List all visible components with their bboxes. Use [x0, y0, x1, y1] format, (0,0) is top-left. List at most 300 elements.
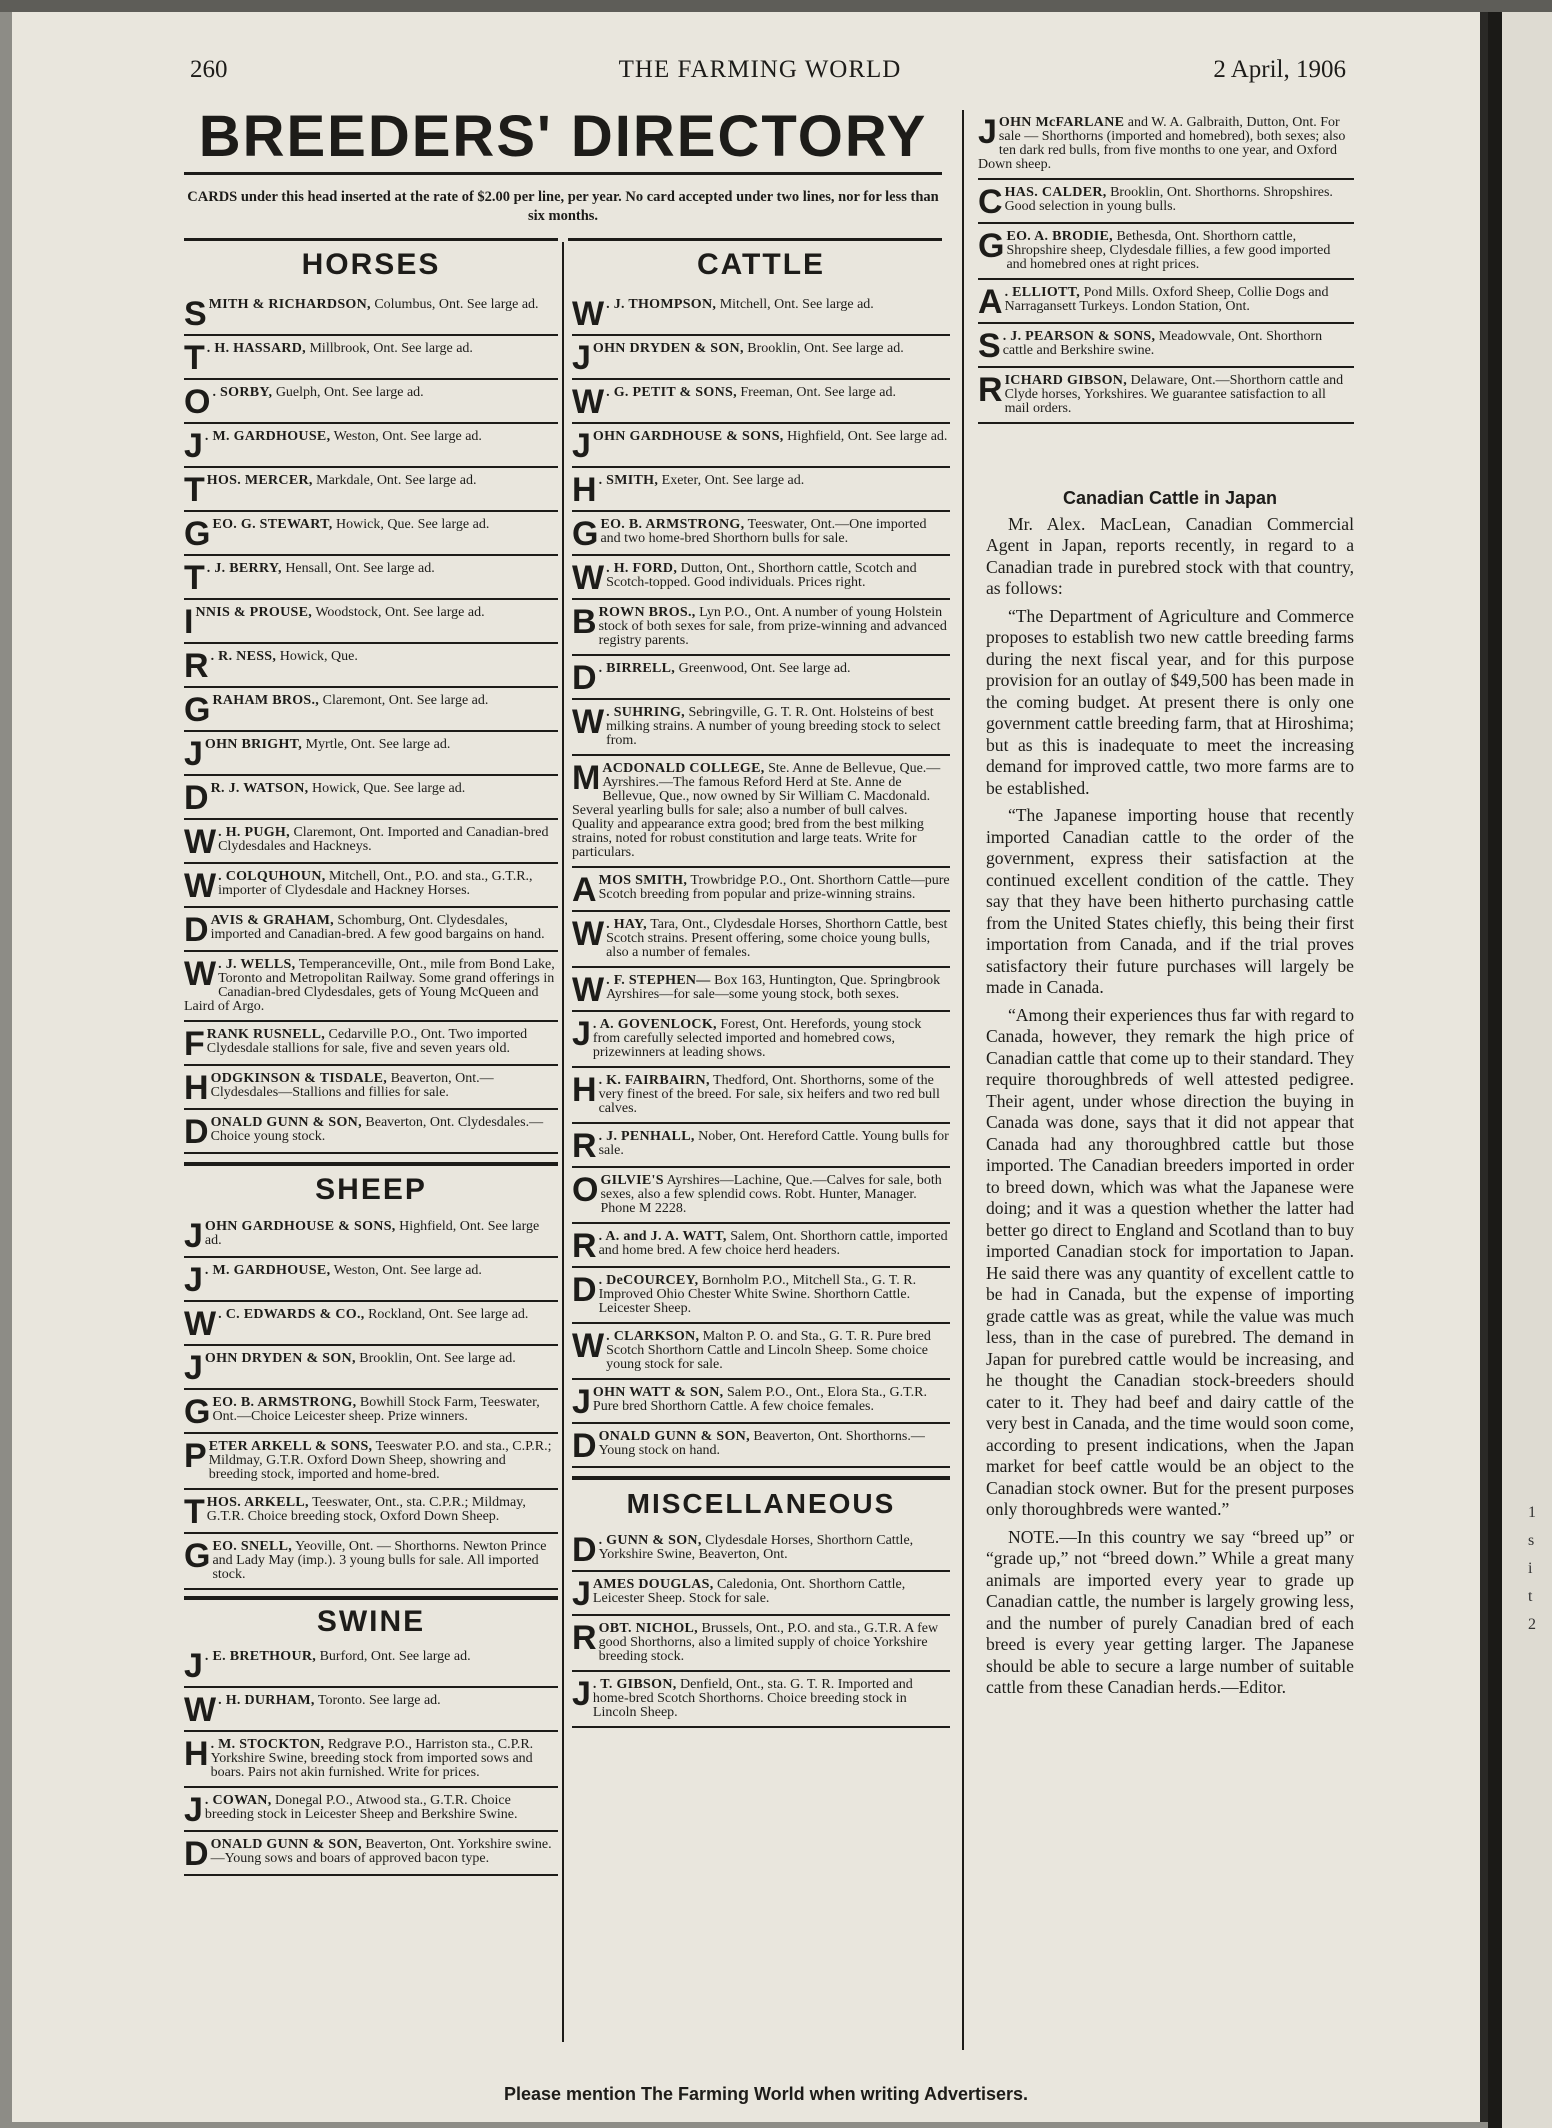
- section-heading-miscellaneous: MISCELLANEOUS: [626, 1488, 896, 1519]
- entry-initial: D: [184, 911, 209, 949]
- entry-description: Woodstock, Ont. See large ad.: [315, 605, 485, 620]
- entry-initial: W: [572, 915, 605, 953]
- directory-entry: [184, 864, 558, 908]
- entry-initial: G: [184, 515, 211, 553]
- entry-initial: D: [184, 1835, 209, 1873]
- article-paragraph: “The Department of Agriculture and Commerce proposes to establish two new cattle breeding farms during the next fiscal year, and for this purpose provision for an outlay of $49,500 has been made in the coming budget. At present there is only one government cattle breeding farm, that at Hiroshima; but as this is inadequate to meet the increasing demand for improved cattle, two more farms are to be established.: [986, 605, 1354, 798]
- entry-description: Myrtle, Ont. See large ad.: [305, 737, 451, 752]
- entry-initial: R: [184, 647, 209, 685]
- breeder-name: . DeCOURCEY,: [598, 1273, 699, 1288]
- section-heading-sheep: SHEEP: [315, 1173, 427, 1206]
- directory-entry: [184, 1110, 558, 1154]
- entry-initial: D: [572, 1271, 597, 1309]
- directory-entry: [184, 1066, 558, 1110]
- entry-initial: D: [572, 1531, 597, 1569]
- directory-entry: [184, 908, 558, 952]
- breeder-name: . M. GARDHOUSE,: [204, 429, 331, 444]
- article-paragraph: Mr. Alex. MacLean, Canadian Commercial Agent in Japan, reports recently, in regard to a Canadian trade in purebred stock with that country, as follows:: [986, 513, 1354, 598]
- entry-description: Brussels, Ont., P.O. and sta., G.T.R. A few good Shorthorns, also a limited supply of choice Yorkshire breeding stock.: [598, 1621, 939, 1664]
- directory-entry: [184, 1390, 558, 1434]
- directory-entry: [184, 1644, 558, 1688]
- directory-entry: [184, 952, 558, 1022]
- breeder-name: OHN DRYDEN & SON,: [204, 1351, 356, 1366]
- directory-entry: [978, 324, 1354, 368]
- breeder-name: . J. BERRY,: [206, 561, 282, 576]
- directory-entry: [572, 1012, 950, 1068]
- entry-initial: W: [572, 1327, 605, 1365]
- entry-initial: W: [184, 955, 217, 993]
- next-page-fragment: i: [1528, 1560, 1533, 1577]
- directory-entry: [184, 732, 558, 776]
- entry-initial: F: [184, 1025, 205, 1063]
- directory-title-box: [184, 102, 942, 175]
- directory-entry: [572, 756, 950, 868]
- breeder-name: . E. BRETHOUR,: [204, 1649, 317, 1664]
- entry-initial: W: [572, 971, 605, 1009]
- entry-initial: R: [572, 1619, 597, 1657]
- entry-initial: T: [184, 559, 205, 597]
- directory-entry: [572, 600, 950, 656]
- entry-initial: J: [572, 1575, 591, 1613]
- directory-entry: [572, 656, 950, 700]
- entry-description: Claremont, Ont. See large ad.: [322, 693, 489, 708]
- entry-description: Meadowvale, Ont. Shorthorn cattle and Berkshire swine.: [1002, 329, 1323, 358]
- directory-rate-note: CARDS under this head inserted at the rate of $2.00 per line, per year. No card accepted under two lines, nor for less than six months.: [187, 189, 939, 224]
- breeder-name: EO. SNELL,: [212, 1539, 293, 1554]
- entry-initial: J: [572, 1015, 591, 1053]
- entry-initial: G: [184, 1537, 211, 1575]
- entry-description: Schomburg, Ont. Clydesdales, imported and Canadian-bred. A few good bargains on hand.: [210, 913, 545, 942]
- entry-initial: H: [572, 471, 597, 509]
- entry-description: Trowbridge P.O., Ont. Shorthorn Cattle—pure Scotch breeding from popular and prize-winning strains.: [598, 873, 950, 902]
- entry-description: Mitchell, Ont. See large ad.: [719, 297, 874, 312]
- breeder-name: NNIS & PROUSE,: [195, 605, 313, 620]
- directory-entry: [184, 556, 558, 600]
- entry-initial: S: [184, 295, 207, 333]
- directory-entry: [572, 1324, 950, 1380]
- directory-entry: [572, 1124, 950, 1168]
- entry-initial: C: [978, 183, 1003, 221]
- entry-description: Cedarville P.O., Ont. Two imported Clydesdale stallions for sale, five and seven years old.: [206, 1027, 528, 1056]
- entry-description: Toronto. See large ad.: [317, 1693, 441, 1708]
- entry-initial: W: [572, 559, 605, 597]
- entry-description: Pond Mills. Oxford Sheep, Collie Dogs and Narragansett Turkeys. London Station, Ont.: [1004, 285, 1329, 314]
- directory-entry: [184, 1688, 558, 1732]
- entry-description: Salem P.O., Ont., Elora Sta., G.T.R. Pure bred Shorthorn Cattle. A few choice females.: [592, 1385, 927, 1414]
- entry-description: Ste. Anne de Bellevue, Que.—Ayrshires.—The famous Reford Herd at Ste. Anne de Bellevue, Que., now owned by Sir William C. Macdonald. Several yearling bulls for sale; also a number of bull calves. Quality and appearance extra good; bred from the best milking strains, noted for robust constitution and large teats. Write for particulars.: [572, 761, 941, 860]
- directory-entry: [978, 110, 1354, 180]
- entry-description: Salem, Ont. Shorthorn cattle, imported and home bred. A few choice herd headers.: [598, 1229, 948, 1258]
- breeder-name: . SUHRING,: [606, 705, 685, 720]
- directory-entry: [184, 380, 558, 424]
- next-page-fragment: 1: [1528, 1504, 1536, 1521]
- entry-description: Weston, Ont. See large ad.: [333, 429, 482, 444]
- directory-entry: [184, 1022, 558, 1066]
- breeder-name: HOS. MERCER,: [206, 473, 313, 488]
- entry-initial: A: [572, 871, 597, 909]
- cattle-list: [572, 292, 950, 1468]
- entry-initial: R: [978, 371, 1003, 409]
- section-heading-swine: SWINE: [316, 1605, 426, 1638]
- breeder-name: RAHAM BROS.,: [212, 693, 320, 708]
- entry-description: Beaverton, Ont. Shorthorns.—Young stock on hand.: [598, 1429, 925, 1458]
- horses-list: [184, 292, 558, 1154]
- entry-description: Forest, Ont. Herefords, young stock from carefully selected imported and homebred cows, prizewinners at leading shows.: [592, 1017, 922, 1060]
- entry-description: Temperanceville, Ont., mile from Bond Lake, Toronto and Metropolitan Railway. Some grand offerings in Canadian-bred Clydesdales, gets of Young McQueen and Laird of Argo.: [184, 957, 555, 1014]
- entry-description: Teeswater P.O. and sta., C.P.R.; Mildmay, G.T.R. Oxford Down Sheep, showring and breeding stock, imported and home-bred.: [208, 1439, 552, 1482]
- directory-entry: [572, 512, 950, 556]
- breeder-name: HAS. CALDER,: [1004, 185, 1107, 200]
- breeder-name: MITH & RICHARDSON,: [208, 297, 371, 312]
- breeder-name: . J. PEARSON & SONS,: [1002, 329, 1156, 344]
- directory-entry: [572, 1224, 950, 1268]
- breeder-name: . CLARKSON,: [606, 1329, 700, 1344]
- entry-initial: J: [572, 339, 591, 377]
- next-page-fragment: t: [1528, 1588, 1533, 1605]
- breeder-name: . H. HASSARD,: [206, 341, 306, 356]
- entry-initial: G: [184, 691, 211, 729]
- entry-description: Brooklin, Ont. Shorthorns. Shropshires. Good selection in young bulls.: [1004, 185, 1333, 214]
- breeder-name: OHN GARDHOUSE & SONS,: [204, 1219, 396, 1234]
- entry-initial: J: [184, 1791, 203, 1829]
- directory-entry: [184, 820, 558, 864]
- breeder-name: . K. FAIRBAIRN,: [598, 1073, 710, 1088]
- entry-initial: J: [184, 1261, 203, 1299]
- directory-entry: [184, 1534, 558, 1590]
- directory-entry: [978, 224, 1354, 280]
- directory-entry: [572, 468, 950, 512]
- breeder-name: . M. STOCKTON,: [210, 1737, 325, 1752]
- entry-description: Markdale, Ont. See large ad.: [316, 473, 477, 488]
- breeder-name: EO. B. ARMSTRONG,: [600, 517, 745, 532]
- breeder-name: . BIRRELL,: [598, 661, 676, 676]
- entry-initial: D: [572, 1427, 597, 1465]
- breeder-name: . G. PETIT & SONS,: [606, 385, 737, 400]
- entry-description: Howick, Que. See large ad.: [311, 781, 466, 796]
- directory-entry: [572, 868, 950, 912]
- directory-entry: [572, 556, 950, 600]
- entry-description: Dutton, Ont., Shorthorn cattle, Scotch and Scotch-topped. Good individuals. Prices right.: [606, 561, 917, 590]
- running-header: [174, 56, 1346, 90]
- entry-description: Claremont, Ont. Imported and Canadian-bred Clydesdales and Hackneys.: [218, 825, 549, 854]
- directory-entry: [184, 1788, 558, 1832]
- breeder-name: GILVIE'S: [600, 1173, 664, 1188]
- entry-initial: H: [184, 1069, 209, 1107]
- breeder-name: . A. GOVENLOCK,: [592, 1017, 717, 1032]
- breeder-name: EO. A. BRODIE,: [1006, 229, 1113, 244]
- directory-entry: [572, 1424, 950, 1468]
- breeder-name: ODGKINSON & TISDALE,: [210, 1071, 388, 1086]
- left-column: [184, 248, 558, 1876]
- entry-description: Weston, Ont. See large ad.: [333, 1263, 482, 1278]
- entry-initial: J: [184, 735, 203, 773]
- entry-initial: W: [572, 295, 605, 333]
- breeder-name: . F. STEPHEN—: [606, 973, 711, 988]
- entry-description: Nober, Ont. Hereford Cattle. Young bulls for sale.: [598, 1129, 949, 1158]
- entry-initial: G: [978, 227, 1005, 265]
- directory-entry: [184, 1732, 558, 1788]
- directory-entry: [184, 1832, 558, 1876]
- breeder-name: . H. PUGH,: [218, 825, 290, 840]
- breeder-name: ETER ARKELL & SONS,: [208, 1439, 373, 1454]
- next-page-fragment: 2: [1528, 1616, 1536, 1633]
- entry-initial: R: [572, 1127, 597, 1165]
- entry-description: Teeswater, Ont., sta. C.P.R.; Mildmay, G.T.R. Choice breeding stock, Oxford Down Sheep.: [206, 1495, 526, 1524]
- directory-entry: [184, 1258, 558, 1302]
- section-heading-horses: HORSES: [301, 248, 441, 281]
- breeder-name: . SORBY,: [212, 385, 273, 400]
- entry-initial: D: [184, 779, 209, 817]
- entry-initial: W: [184, 823, 217, 861]
- entry-initial: O: [184, 383, 211, 421]
- issue-date: 2 April, 1906: [1213, 56, 1346, 83]
- directory-entry: [978, 180, 1354, 224]
- directory-entry: [572, 336, 950, 380]
- directory-entry: [184, 644, 558, 688]
- entry-description: Redgrave P.O., Harriston sta., C.P.R. Yorkshire Swine, breeding stock from imported sows and boars. Pairs not akin furnished. Write for prices.: [210, 1737, 534, 1780]
- middle-column: [572, 248, 950, 1728]
- directory-entry: [184, 1346, 558, 1390]
- entry-description: Sebringville, G. T. R. Ont. Holsteins of best milking strains. A number of young breeding stock to select from.: [606, 705, 941, 748]
- entry-description: Bornholm P.O., Mitchell Sta., G. T. R. Improved Ohio Chester White Swine. Shorthorn Cattle. Leicester Sheep.: [598, 1273, 917, 1316]
- breeder-name: OHN WATT & SON,: [592, 1385, 724, 1400]
- breeder-name: . GUNN & SON,: [598, 1533, 702, 1548]
- entry-description: Rockland, Ont. See large ad.: [368, 1307, 529, 1322]
- entry-initial: J: [184, 1349, 203, 1387]
- breeder-name: EO. B. ARMSTRONG,: [212, 1395, 357, 1410]
- breeder-name: OBT. NICHOL,: [598, 1621, 698, 1636]
- directory-entry: [572, 424, 950, 468]
- entry-description: Caledonia, Ont. Shorthorn Cattle, Leicester Sheep. Stock for sale.: [592, 1577, 906, 1606]
- misc-list: [572, 1528, 950, 1728]
- directory-entry: [184, 1490, 558, 1534]
- breeder-name: MOS SMITH,: [598, 873, 688, 888]
- entry-initial: W: [184, 867, 217, 905]
- breeder-name: OHN McFARLANE: [998, 115, 1125, 130]
- directory-entry: [184, 1302, 558, 1346]
- sheep-list: [184, 1214, 558, 1590]
- entry-description: Highfield, Ont. See large ad.: [787, 429, 948, 444]
- entry-initial: O: [572, 1171, 599, 1209]
- entry-description: Lyn P.O., Ont. A number of young Holstein stock of both sexes for sale, from prize-winning and advanced registry parents.: [598, 605, 947, 648]
- breeder-name: R. J. WATSON,: [210, 781, 309, 796]
- directory-entry: [572, 912, 950, 968]
- article-paragraph: “Among their experiences thus far with regard to Canada, however, they remark the high price of Canadian cattle that come up to their standard. They require thoroughbreds of well attested pedigree. Their agent, under whose direction the buying in Canada was done, says that it did not appear that Canada had any thoroughbred cattle but those imported. The Canadian breeders imported in order to breed down, which was what the Japanese were doing; and it was a question whether the latter had better go direct to England and Scotland than to buy imported Canadian stock for importation to Japan. He said there was any quantity of excellent cattle to be had in Canada, but the expense of importing grade cattle was as great, while the value was much less, than in the case of purebred. The demand in Japan for purebred cattle would be increasing, and he thought the Canadian stock-breeders should cater to it. They had beef and dairy cattle of the very best in Canada, and the time would soon come, according to present indications, when the Japan market for beef cattle would be an object to the Canadian stock owner. But for the present purposes only thoroughbreds were wanted.”: [986, 1004, 1354, 1519]
- column-divider: [562, 242, 564, 2042]
- breeder-name: OHN GARDHOUSE & SONS,: [592, 429, 784, 444]
- breeder-name: . HAY,: [606, 917, 647, 932]
- entry-initial: G: [184, 1393, 211, 1431]
- breeder-name: . T. GIBSON,: [592, 1677, 677, 1692]
- page-number: 260: [190, 56, 228, 83]
- article-paragraph: “The Japanese importing house that recently imported Canadian cattle to the order of the government, express their satisfaction at the continued excellent condition of the cattle. They say that they have been hitherto purchasing cattle from the United States chiefly, this being their first importation from Canada, and if the trial proves satisfactory their future purchases will largely be made in Canada.: [986, 805, 1354, 997]
- breeder-name: . COWAN,: [204, 1793, 272, 1808]
- entry-initial: W: [184, 1691, 217, 1729]
- entry-description: Beaverton, Ont. Yorkshire swine.—Young sows and boars of approved bacon type.: [210, 1837, 552, 1866]
- directory-title: BREEDERS' DIRECTORY: [198, 104, 928, 169]
- directory-entry: [572, 1616, 950, 1672]
- breeder-name: ONALD GUNN & SON,: [210, 1837, 362, 1852]
- section-heading-cattle: CATTLE: [696, 248, 826, 281]
- entry-description: Brooklin, Ont. See large ad.: [359, 1351, 516, 1366]
- entry-description: Donegal P.O., Atwood sta., G.T.R. Choice breeding stock in Leicester Sheep and Berkshire Swine.: [204, 1793, 518, 1822]
- breeder-name: ICHARD GIBSON,: [1004, 373, 1128, 388]
- directory-entry: [184, 1434, 558, 1490]
- breeder-name: . J. THOMPSON,: [606, 297, 717, 312]
- entry-initial: R: [572, 1227, 597, 1265]
- directory-entry: [572, 1672, 950, 1728]
- entry-description: Burford, Ont. See large ad.: [319, 1649, 471, 1664]
- scan-edge: [0, 0, 1552, 12]
- entry-description: Denfield, Ont., sta. G. T. R. Imported and home-bred Scotch Shorthorns. Choice breeding stock in Lincoln Sheep.: [592, 1677, 913, 1720]
- entry-description: Freeman, Ont. See large ad.: [740, 385, 897, 400]
- entry-description: Beaverton, Ont.—Clydesdales—Stallions and fillies for sale.: [210, 1071, 494, 1100]
- entry-initial: T: [184, 339, 205, 377]
- directory-entry: [184, 688, 558, 732]
- breeder-name: . J. WELLS,: [218, 957, 296, 972]
- entry-description: Bethesda, Ont. Shorthorn cattle, Shropshire sheep, Clydesdale fillies, a few good imported and homebred ones at right prices.: [1006, 229, 1331, 272]
- directory-entry: [572, 1268, 950, 1324]
- directory-entry: [572, 1572, 950, 1616]
- entry-initial: J: [572, 1383, 591, 1421]
- directory-entry: [572, 700, 950, 756]
- entry-initial: T: [184, 1493, 205, 1531]
- entry-initial: W: [572, 383, 605, 421]
- entry-initial: M: [572, 759, 601, 797]
- entry-initial: P: [184, 1437, 207, 1475]
- directory-entry: [572, 292, 950, 336]
- breeder-name: EO. G. STEWART,: [212, 517, 333, 532]
- directory-entry: [572, 380, 950, 424]
- entry-description: Howick, Que. See large ad.: [336, 517, 490, 532]
- entry-description: Brooklin, Ont. See large ad.: [747, 341, 904, 356]
- entry-description: Exeter, Ont. See large ad.: [661, 473, 805, 488]
- article-canadian-cattle-japan: [986, 488, 1354, 1705]
- entry-initial: D: [572, 659, 597, 697]
- breeder-name: OHN BRIGHT,: [204, 737, 303, 752]
- directory-entry: [978, 368, 1354, 424]
- breeder-name: . A. and J. A. WATT,: [598, 1229, 727, 1244]
- footer-notice: Please mention The Farming World when writing Advertisers.: [503, 2084, 1029, 2104]
- breeder-name: ACDONALD COLLEGE,: [602, 761, 765, 776]
- page-gutter-shadow: [1480, 12, 1488, 2122]
- breeder-name: OHN DRYDEN & SON,: [592, 341, 744, 356]
- directory-entry: [184, 424, 558, 468]
- next-page-fragment: s: [1528, 1532, 1535, 1549]
- breeder-name: AMES DOUGLAS,: [592, 1577, 714, 1592]
- entry-initial: D: [184, 1113, 209, 1151]
- entry-description: Columbus, Ont. See large ad.: [374, 297, 539, 312]
- directory-entry: [572, 1168, 950, 1224]
- entry-initial: J: [978, 113, 997, 151]
- directory-entry: [978, 280, 1354, 324]
- entry-description: Millbrook, Ont. See large ad.: [309, 341, 473, 356]
- entry-description: and W. A. Galbraith, Dutton, Ont. For sale — Shorthorns (imported and homebred), both sexes; also ten dark red bulls, from five months to one year, and Oxford Down sheep.: [978, 115, 1346, 172]
- entry-initial: T: [184, 471, 205, 509]
- column-divider: [962, 110, 964, 2050]
- right-column-entries: [978, 110, 1354, 424]
- directory-entry: [184, 336, 558, 380]
- swine-list: [184, 1644, 558, 1876]
- entry-description: Mitchell, Ont., P.O. and sta., G.T.R., importer of Clydesdale and Hackney Horses.: [218, 869, 533, 898]
- article-paragraph: NOTE.—In this country we say “breed up” or “grade up,” not “breed down.” While a great many animals are imported every year to grade up Canadian cattle, the number is largely growing less, and the number of purely Canadian bred of each breed is every year getting larger. The Japanese should be able to secure a large number of suitable cattle from these Canadian herds.—Editor.: [986, 1526, 1354, 1697]
- entry-description: Teeswater, Ont.—One imported and two home-bred Shorthorn bulls for sale.: [600, 517, 927, 546]
- entry-initial: I: [184, 603, 194, 641]
- entry-initial: H: [572, 1071, 597, 1109]
- entry-initial: S: [978, 327, 1001, 365]
- rule: [568, 238, 942, 241]
- entry-initial: J: [572, 427, 591, 465]
- entry-initial: J: [572, 1675, 591, 1713]
- breeder-name: HOS. ARKELL,: [206, 1495, 309, 1510]
- directory-entry: [572, 1380, 950, 1424]
- breeder-name: AVIS & GRAHAM,: [210, 913, 334, 928]
- directory-entry: [184, 776, 558, 820]
- directory-entry: [572, 1528, 950, 1572]
- entry-description: Yeoville, Ont. — Shorthorns. Newton Prince and Lady May (imp.). 3 young bulls for sale. All imported stock.: [212, 1539, 547, 1582]
- next-page-edge: [1488, 12, 1552, 2128]
- entry-initial: J: [184, 427, 203, 465]
- entry-initial: H: [184, 1735, 209, 1773]
- entry-initial: W: [572, 703, 605, 741]
- entry-description: Greenwood, Ont. See large ad.: [678, 661, 851, 676]
- entry-description: Clydesdale Horses, Shorthorn Cattle, Yorkshire Swine, Beaverton, Ont.: [598, 1533, 914, 1562]
- breeder-name: . J. PENHALL,: [598, 1129, 695, 1144]
- breeder-name: . COLQUHOUN,: [218, 869, 326, 884]
- entry-description: Bowhill Stock Farm, Teeswater, Ont.—Choice Leicester sheep. Prize winners.: [212, 1395, 540, 1424]
- entry-description: Ayrshires—Lachine, Que.—Calves for sale, both sexes, also a few splendid cows. Robt. Hunter, Manager. Phone M 2228.: [600, 1173, 942, 1216]
- entry-description: Guelph, Ont. See large ad.: [275, 385, 424, 400]
- breeder-name: . H. FORD,: [606, 561, 678, 576]
- directory-entry: [184, 600, 558, 644]
- entry-initial: J: [184, 1217, 203, 1255]
- entry-description: Howick, Que.: [279, 649, 358, 664]
- article-title: Canadian Cattle in Japan: [1062, 488, 1278, 508]
- breeder-name: . C. EDWARDS & CO.,: [218, 1307, 365, 1322]
- directory-entry: [184, 292, 558, 336]
- breeder-name: . M. GARDHOUSE,: [204, 1263, 331, 1278]
- breeder-name: . H. DURHAM,: [218, 1693, 315, 1708]
- directory-entry: [572, 1068, 950, 1124]
- entry-initial: J: [184, 1647, 203, 1685]
- entry-description: Hensall, Ont. See large ad.: [285, 561, 435, 576]
- entry-description: Highfield, Ont. See large ad.: [204, 1219, 540, 1248]
- entry-description: Delaware, Ont.—Shorthorn cattle and Clyde horses, Yorkshires. We guarantee satisfaction to all mail orders.: [1004, 373, 1344, 416]
- magazine-title: THE FARMING WORLD: [618, 56, 902, 83]
- breeder-name: ONALD GUNN & SON,: [210, 1115, 362, 1130]
- directory-entry: [184, 468, 558, 512]
- entry-initial: B: [572, 603, 597, 641]
- directory-entry: [184, 1214, 558, 1258]
- entry-description: Malton P. O. and Sta., G. T. R. Pure bred Scotch Shorthorn Cattle and Lincoln Sheep. Some choice young stock for sale.: [606, 1329, 931, 1372]
- breeder-name: . R. NESS,: [210, 649, 277, 664]
- entry-description: Thedford, Ont. Shorthorns, some of the very finest of the breed. For sale, six heifers and two red bull calves.: [598, 1073, 940, 1116]
- binding-spine: [1488, 12, 1502, 2128]
- breeder-name: . ELLIOTT,: [1004, 285, 1081, 300]
- entry-description: Tara, Ont., Clydesdale Horses, Shorthorn Cattle, best Scotch strains. Present offering, some choice young bulls, also a number of females.: [606, 917, 948, 960]
- entry-initial: W: [184, 1305, 217, 1343]
- entry-initial: G: [572, 515, 599, 553]
- entry-initial: A: [978, 283, 1003, 321]
- breeder-name: ONALD GUNN & SON,: [598, 1429, 750, 1444]
- right-entries-list: [978, 110, 1354, 424]
- breeder-name: RANK RUSNELL,: [206, 1027, 326, 1042]
- breeder-name: . SMITH,: [598, 473, 659, 488]
- entry-description: Box 163, Huntington, Que. Springbrook Ayrshires—for sale—some young stock, both sexes.: [606, 973, 941, 1002]
- entry-description: Beaverton, Ont. Clydesdales.—Choice young stock.: [210, 1115, 544, 1144]
- directory-entry: [572, 968, 950, 1012]
- breeder-name: ROWN BROS.,: [598, 605, 696, 620]
